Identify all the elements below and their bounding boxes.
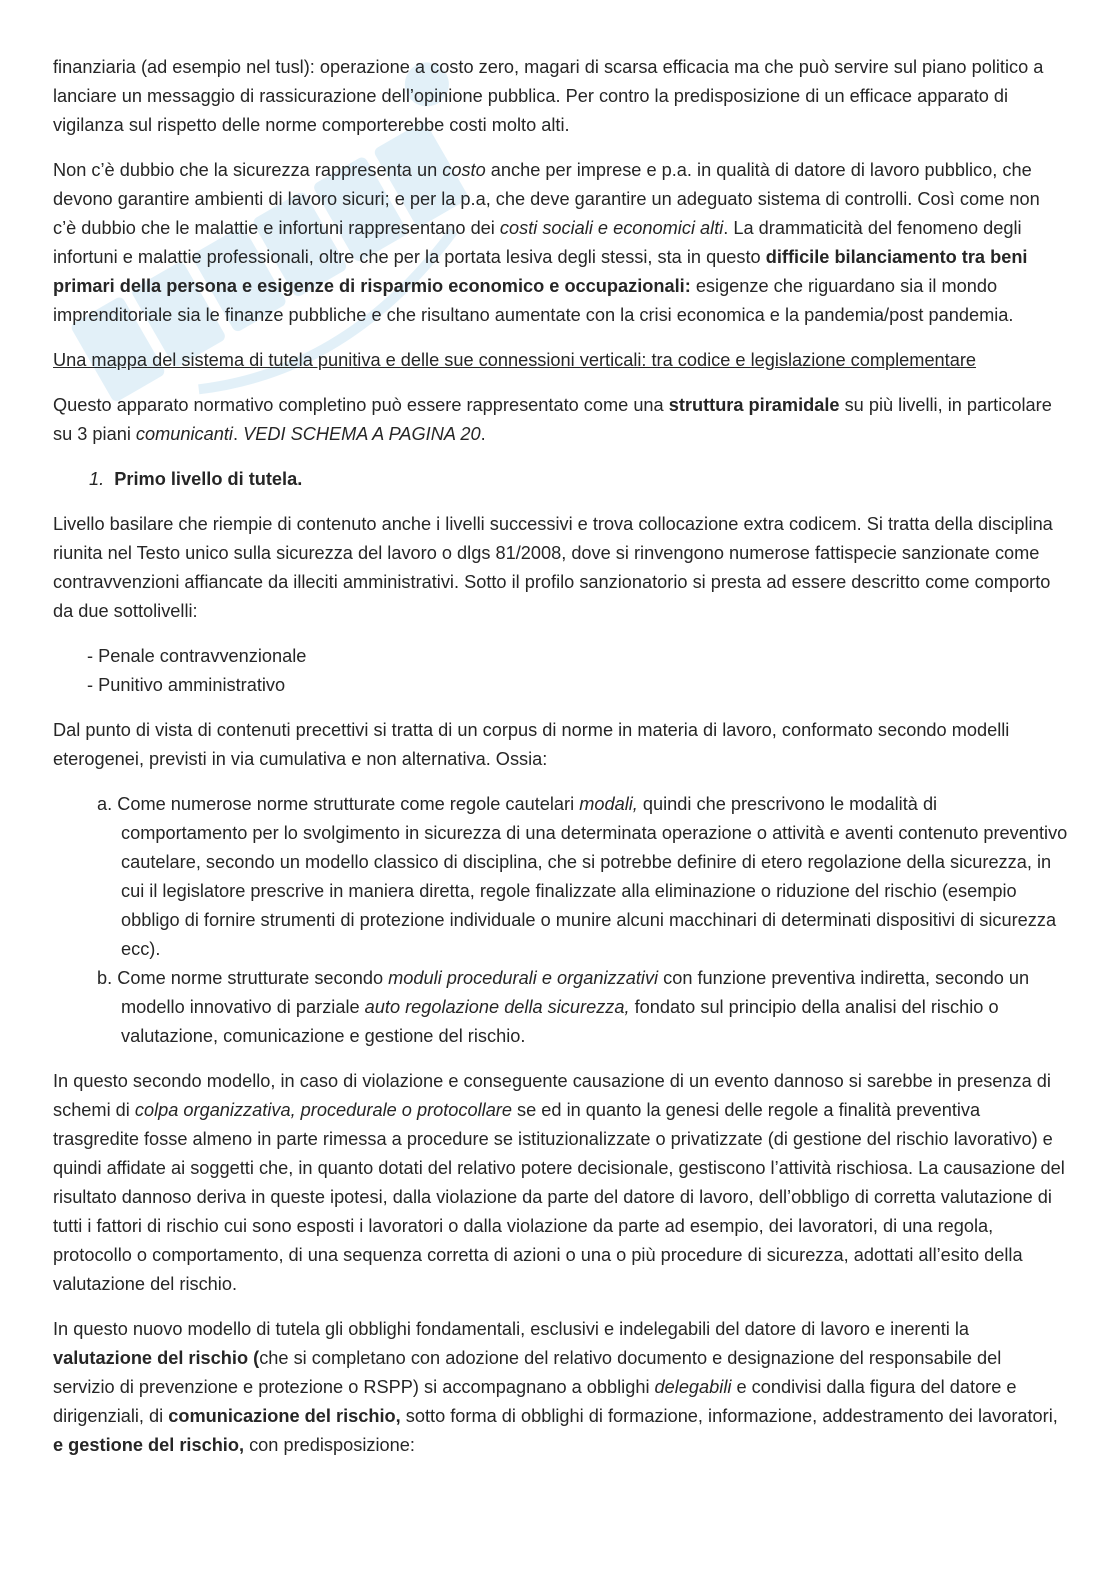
list-item: - Punitivo amministrativo xyxy=(87,671,1068,700)
paragraph: finanziaria (ad esempio nel tusl): operazione a costo zero, magari di scarsa efficacia ma che può servire sul piano politico a lanciare un messaggio di rassicurazione dell’opinione pubblica. Per contro la predisposizione di un efficace apparato di vigilanza sul rispetto delle norme comporterebbe costi molto alti. xyxy=(53,57,1044,135)
paragraph: In questo nuovo modello di tutela gli obblighi fondamentali, esclusivi e indelegabili del datore di lavoro e inerenti la valutazione del rischio (che si completano con adozione del relativo documento e designazione del responsabile del servizio di prevenzione e protezione o RSPP) si accompagnano a obblighi delegabili e condivisi dalla figura del datore e dirigenziali, di comunicazione del rischio, sotto forma di obblighi di formazione, informazione, addestramento dei lavoratori, e gestione del rischio, con predisposizione: xyxy=(53,1319,1058,1455)
dash-list xyxy=(53,642,1068,700)
paragraph: Non c’è dubbio che la sicurezza rappresenta un costo anche per imprese e p.a. in qualità di datore di lavoro pubblico, che devono garantire ambienti di lavoro sicuri; e per la p.a, che deve garantire un adeguato sistema di controlli. Così come non c’è dubbio che le malattie e infortuni rappresentano dei costi sociali e economici alti. La drammaticità del fenomeno degli infortuni e malattie professionali, oltre che per la portata lesiva degli stessi, sta in questo difficile bilanciamento tra beni primari della persona e esigenze di risparmio economico e occupazionali: esigenze che riguardano sia il mondo imprenditoriale sia le finanze pubbliche e che risultano aumentate con la crisi economica e la pandemia/post pandemia. xyxy=(53,160,1040,325)
list-item: b. Come norme strutturate secondo moduli procedurali e organizzativi con funzione preventiva indiretta, secondo un modello innovativo di parziale auto regolazione della sicurezza, fondato sul principio della analisi del rischio o valutazione, comunicazione e gestione del rischio. xyxy=(97,968,1030,1046)
paragraph: Dal punto di vista di contenuti precettivi si tratta di un corpus di norme in materia di lavoro, conformato secondo modelli eterogenei, previsti in via cumulativa e non alternativa. Ossia: xyxy=(53,720,1010,769)
document-body xyxy=(53,53,1068,1476)
paragraph: In questo secondo modello, in caso di violazione e conseguente causazione di un evento dannoso si sarebbe in presenza di schemi di colpa organizzativa, procedurale o protocollare se ed in quanto la genesi delle regole a finalità preventiva trasgredite fosse almeno in parte rimessa a procedure se istituzionalizzate o privatizzate (di gestione del rischio lavorativo) e quindi affidate ai soggetti che, in quanto dotati del relativo potere decisionale, gestiscono l’attività rischiosa. La causazione del risultato dannoso deriva in queste ipotesi, dalla violazione da parte del datore di lavoro, dell’obbligo di corretta valutazione di tutti i fattori di rischio cui sono esposti i lavoratori o dalla violazione da parte ad esempio, dei lavoratori, di una regola, protocollo o comportamento, di una sequenza corretta di azioni o una o più procedure di sicurezza, adottati all’esito della valutazione del rischio. xyxy=(53,1071,1065,1294)
list-item: a. Come numerose norme strutturate come regole cautelari modali, quindi che prescrivono le modalità di comportamento per lo svolgimento in sicurezza di una determinata operazione o attività e aventi contenuto preventivo cautelare, secondo un modello classico di disciplina, che si potrebbe definire di etero regolazione della sicurezza, in cui il legislatore prescrive in maniera diretta, regole finalizzate alla eliminazione o riduzione del rischio (esempio obbligo di fornire strumenti di protezione individuale o munire alcuni macchinari di determinati dispositivi di sicurezza ecc). xyxy=(97,794,1068,959)
section-heading: Una mappa del sistema di tutela punitiva e delle sue connessioni verticali: tra codice e legislazione complementare xyxy=(53,350,977,370)
numbered-heading: 1. Primo livello di tutela. xyxy=(89,469,303,489)
paragraph: Livello basilare che riempie di contenuto anche i livelli successivi e trova collocazione extra codicem. Si tratta della disciplina riunita nel Testo unico sulla sicurezza del lavoro o dlgs 81/2008, dove si rinvengono numerose fattispecie sanzionate come contravvenzioni affiancate da illeciti amministrativi. Sotto il profilo sanzionatorio si presta ad essere descritto come comporto da due sottolivelli: xyxy=(53,514,1053,621)
list-item: - Penale contravvenzionale xyxy=(87,642,1068,671)
paragraph: Questo apparato normativo completino può essere rappresentato come una struttura piramidale su più livelli, in particolare su 3 piani comunicanti. VEDI SCHEMA A PAGINA 20. xyxy=(53,395,1052,444)
alpha-list xyxy=(53,790,1068,1051)
